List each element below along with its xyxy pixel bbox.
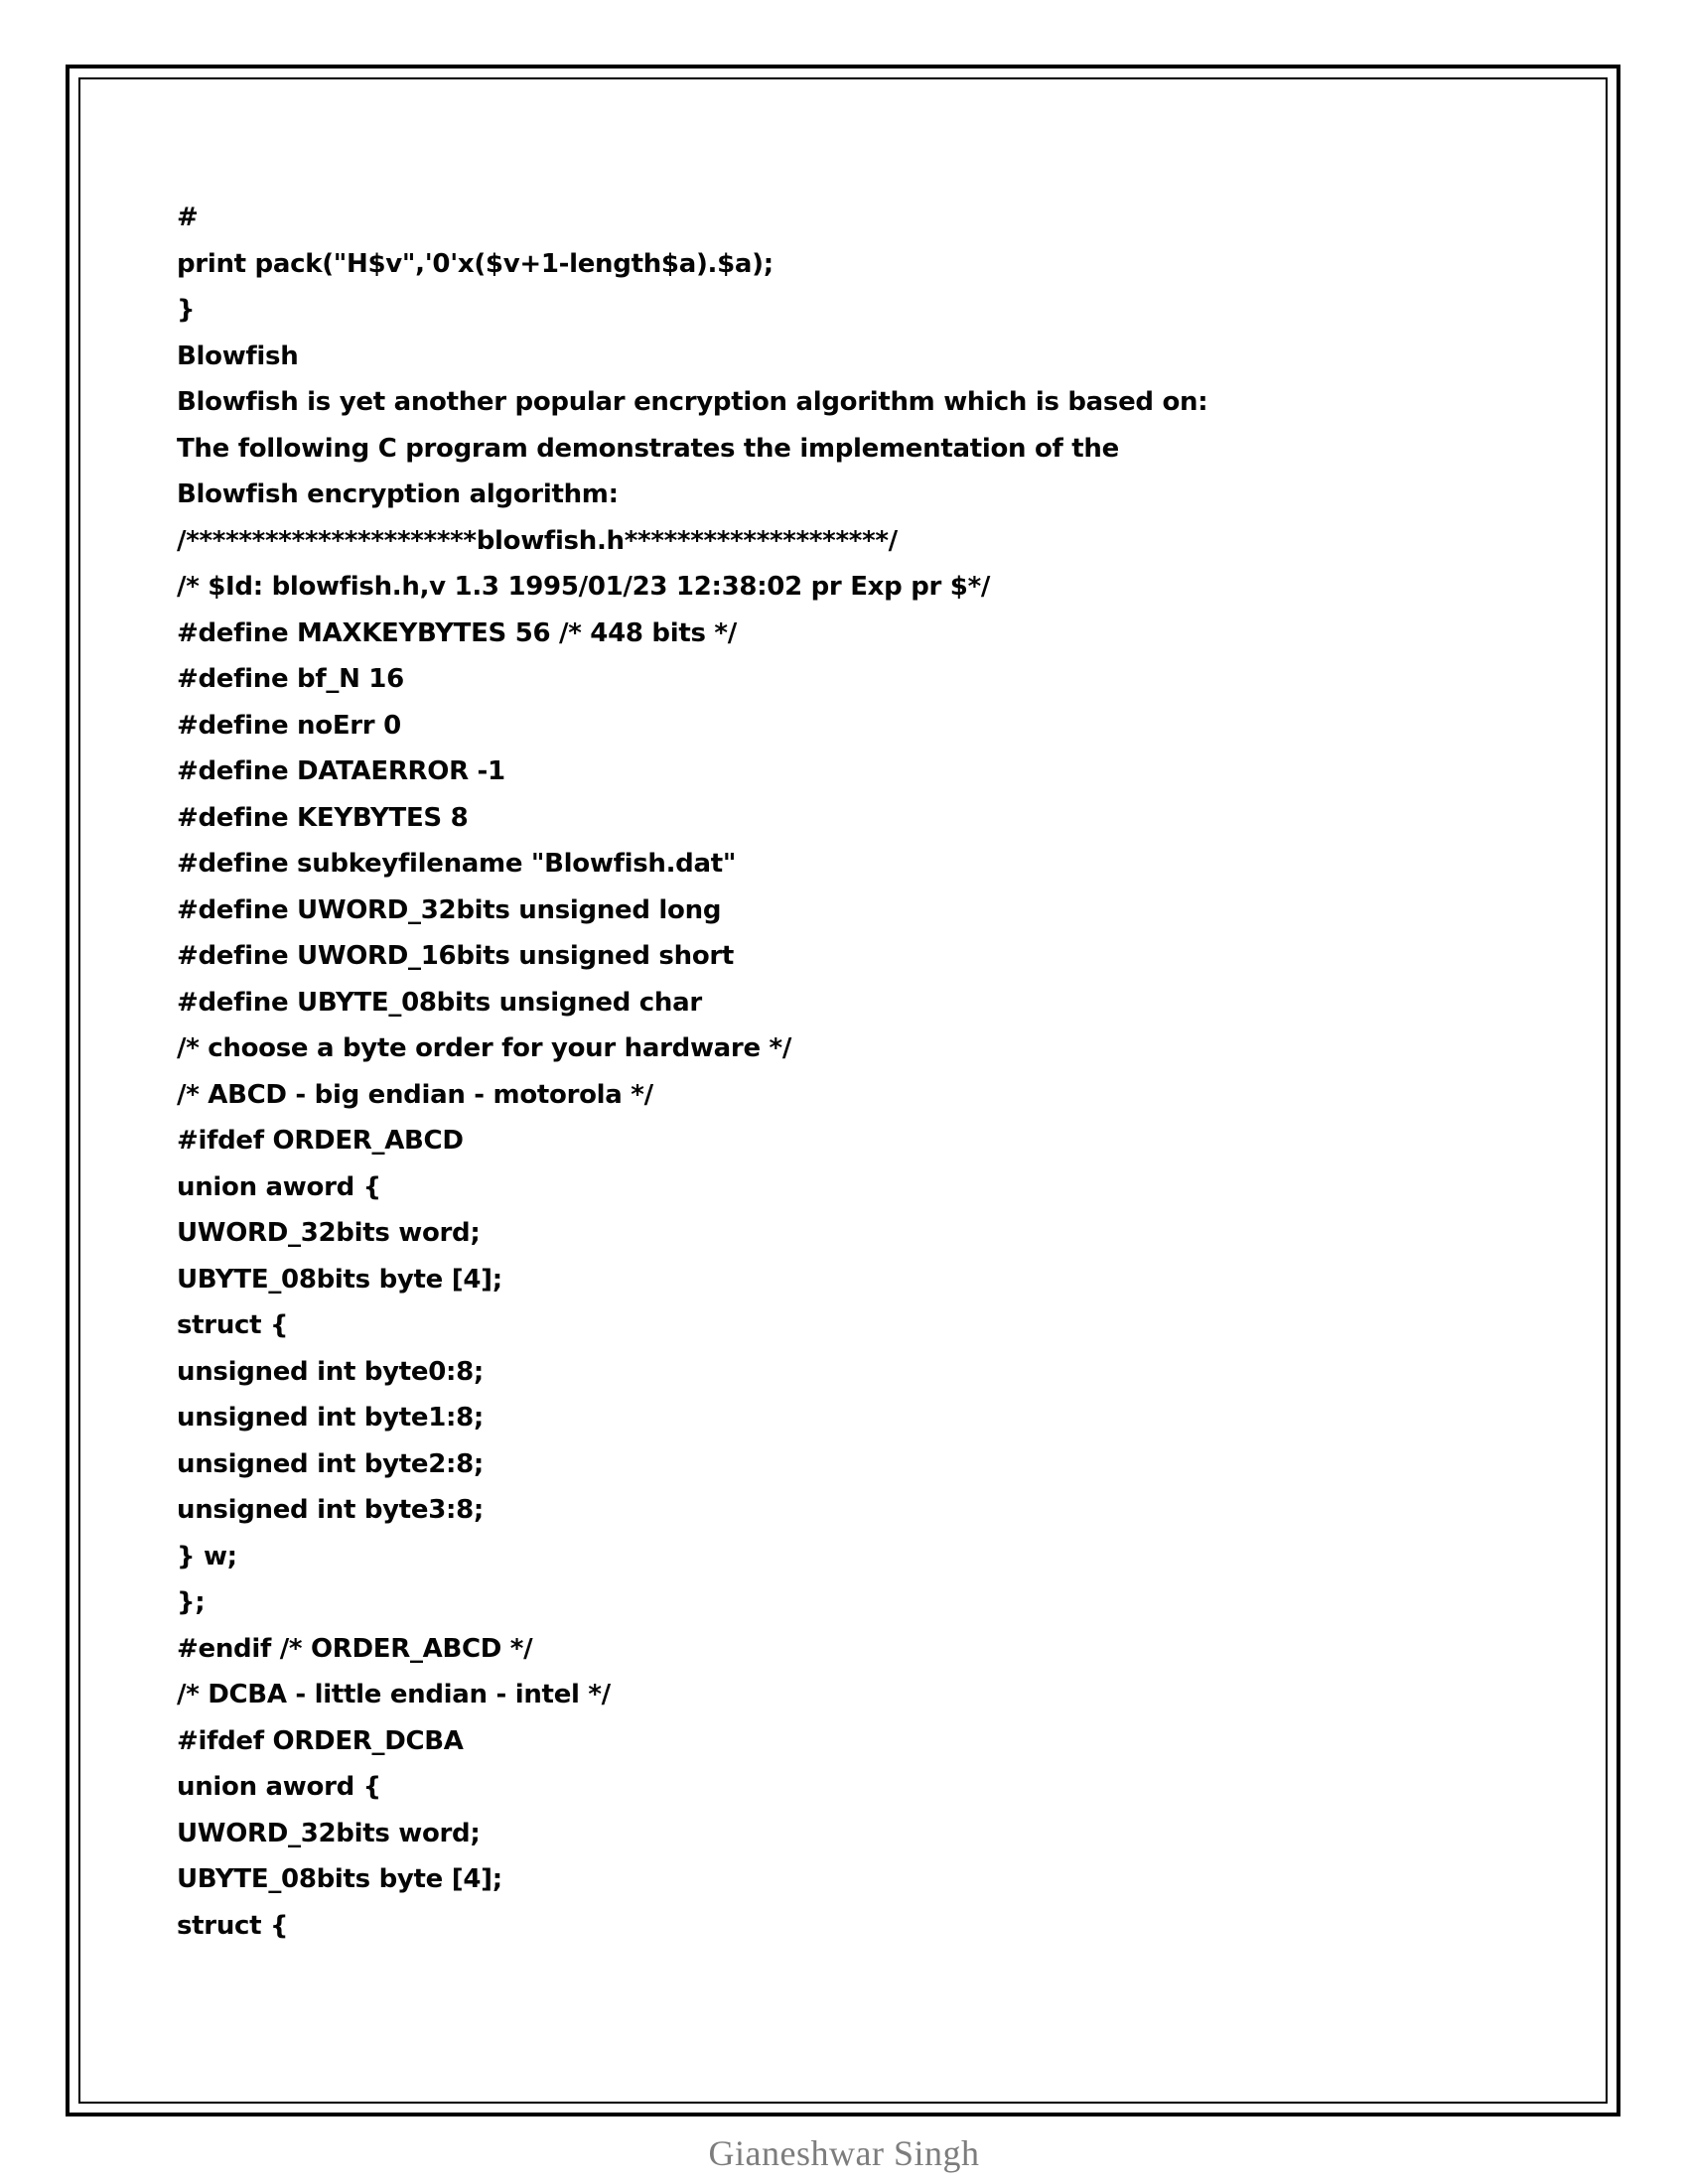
code-line: The following C program demonstrates the implementation of the [177, 433, 1119, 464]
code-line: /* $Id: blowfish.h,v 1.3 1995/01/23 12:38:02 pr Exp pr $*/ [177, 572, 991, 602]
code-line: } w; [177, 1541, 237, 1571]
code-line: #ifdef ORDER_DCBA [177, 1725, 464, 1756]
code-line: union aword { [177, 1171, 381, 1202]
code-line: Blowfish encryption algorithm: [177, 479, 619, 509]
code-line: Blowfish [177, 341, 299, 371]
code-line: #define bf_N 16 [177, 664, 404, 694]
code-line: print pack("H$v",'0'x($v+1-length$a).$a); [177, 248, 774, 279]
code-line: /* ABCD - big endian - motorola */ [177, 1079, 653, 1110]
code-block [177, 195, 1207, 1949]
code-line: unsigned int byte2:8; [177, 1448, 485, 1479]
code-line: struct { [177, 1910, 289, 1941]
code-line: #ifdef ORDER_ABCD [177, 1126, 464, 1156]
code-line: UBYTE_08bits byte [4]; [177, 1864, 502, 1894]
code-line: #define MAXKEYBYTES 56 /* 448 bits */ [177, 617, 737, 648]
code-line: #define noErr 0 [177, 710, 401, 741]
code-line: /* DCBA - little endian - intel */ [177, 1680, 611, 1709]
code-line: #define subkeyfilename "Blowfish.dat" [177, 849, 737, 879]
code-line: unsigned int byte0:8; [177, 1356, 485, 1387]
code-line: # [177, 203, 199, 232]
footer-author: Gianeshwar Singh [708, 2133, 980, 2173]
code-line: union aword { [177, 1772, 381, 1802]
code-line: unsigned int byte1:8; [177, 1403, 485, 1433]
code-line: #define UWORD_16bits unsigned short [177, 941, 735, 971]
code-line: }; [177, 1587, 206, 1617]
code-line: #endif /* ORDER_ABCD */ [177, 1633, 533, 1664]
code-line: #define UBYTE_08bits unsigned char [177, 987, 702, 1018]
code-line: struct { [177, 1310, 289, 1340]
code-line: UWORD_32bits word; [177, 1818, 481, 1848]
code-line: } [177, 295, 196, 325]
code-line: #define KEYBYTES 8 [177, 802, 469, 833]
code-line: Blowfish is yet another popular encryption algorithm which is based on: [177, 387, 1208, 417]
code-line: #define DATAERROR -1 [177, 756, 505, 786]
code-line: UWORD_32bits word; [177, 1218, 481, 1248]
code-line: unsigned int byte3:8; [177, 1495, 485, 1525]
code-line: /* choose a byte order for your hardware */ [177, 1033, 792, 1063]
code-line: /**********************blowfish.h********************/ [177, 525, 898, 556]
code-line: UBYTE_08bits byte [4]; [177, 1264, 502, 1295]
code-line: #define UWORD_32bits unsigned long [177, 894, 722, 925]
